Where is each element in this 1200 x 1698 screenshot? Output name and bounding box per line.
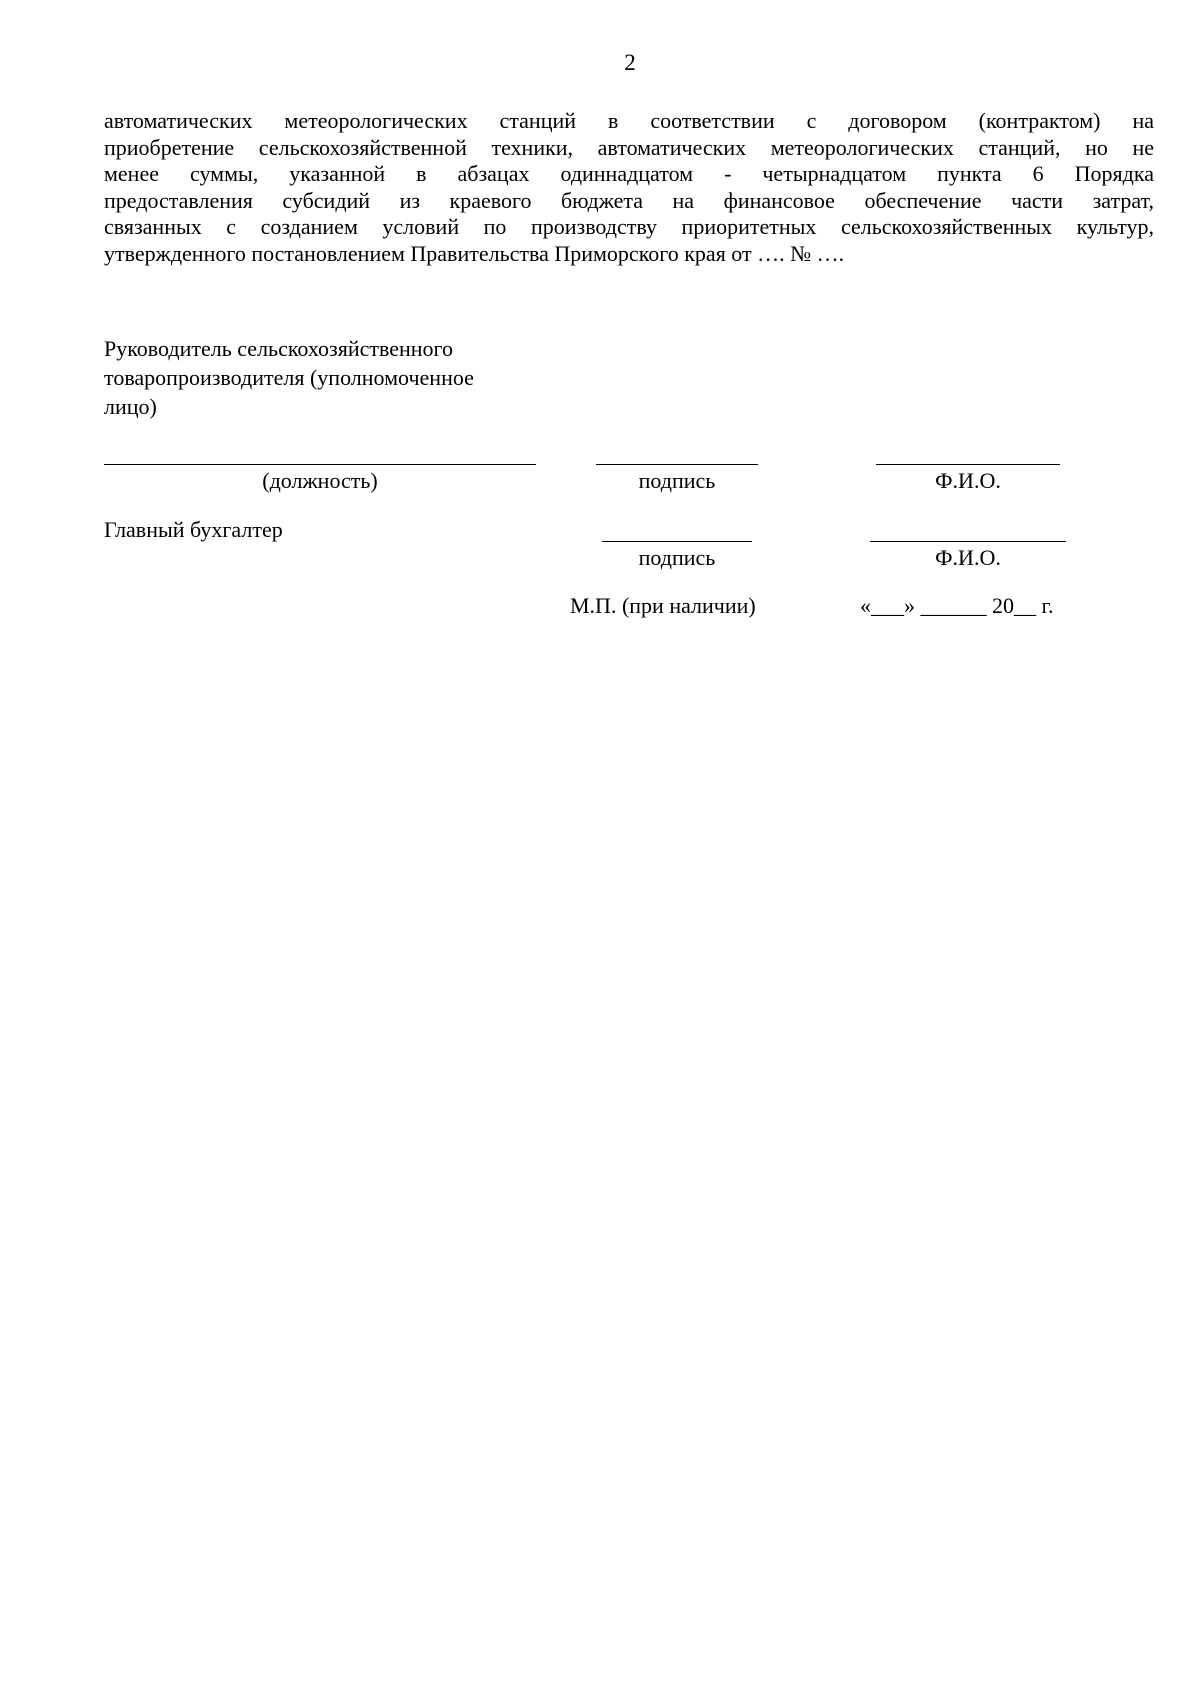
paragraph-line: утвержденного постановлением Правительства Приморского края от …. № …. [104,240,845,266]
chief-accountant-label: Главный бухгалтер [104,517,283,542]
head-signatory-label-line: товаропроизводителя (уполномоченное [104,365,474,390]
chief-signature-blank-line [602,541,752,542]
position-blank-line [104,464,536,465]
head-signature-blank-line [596,464,758,465]
head-signatory-label-line: Руководитель сельскохозяйственного [104,336,454,361]
body-paragraph [104,108,1154,267]
head-signatory-label [104,334,544,421]
head-signatory-label-line: лицо) [104,394,157,419]
paragraph-line: автоматических метеорологических станций в соответствии с договором (контрактом) на [104,108,1154,133]
position-caption: (должность) [262,468,378,493]
head-signature-caption: подпись [638,468,716,493]
paragraph-line: предоставления субсидий из краевого бюджета на финансовое обеспечение части затрат, [104,187,1154,213]
page-number: 2 [624,50,636,75]
paragraph-line: приобретение сельскохозяйственной техники, автоматических метеорологических станций, но не [104,134,1154,160]
chief-name-blank-line [870,541,1066,542]
seal-label: М.П. (при наличии) [570,593,756,618]
date-line: «___» ______ 20__ г. [860,593,1054,618]
chief-name-caption: Ф.И.О. [935,545,1001,570]
paragraph-line: менее суммы, указанной в абзацах одиннадцатом - четырнадцатом пункта 6 Порядка [104,161,1154,186]
head-name-caption: Ф.И.О. [935,468,1001,493]
head-name-blank-line [876,464,1060,465]
paragraph-line: связанных с созданием условий по производству приоритетных сельскохозяйственных культур, [104,214,1154,239]
chief-signature-caption: подпись [638,545,716,570]
